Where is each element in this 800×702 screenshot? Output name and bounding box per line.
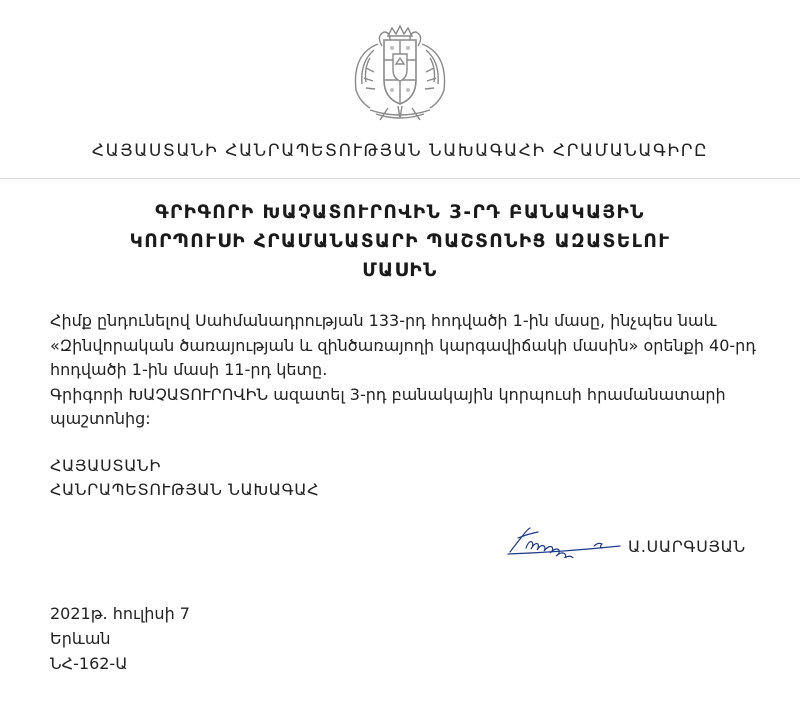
signatory-line: ՀԱՆՐԱՊԵՏՈՒԹՅԱՆ ՆԱԽԱԳԱՀ: [50, 480, 320, 499]
body-line: Գրիգորի ԽԱՉԱՏՈՒՐՈՎԻՆ ազատել 3-րդ բանակային կորպուսի հրամանատարի: [50, 384, 726, 404]
decree-title-line: ԿՈՐՊՈՒՍԻ ՀՐԱՄԱՆԱՏԱՐԻ ՊԱՇՏՈՆԻՑ ԱԶԱՏԵԼՈՒ: [129, 231, 671, 252]
decree-title: [60, 198, 740, 285]
document-header-title: ՀԱՅԱՍՏԱՆԻ ՀԱՆՐԱՊԵՏՈՒԹՅԱՆ ՆԱԽԱԳԱՀԻ ՀՐԱՄԱՆԱԳԻՐԸ: [91, 141, 709, 161]
body-line: պաշտոնից:: [50, 409, 151, 429]
body-line: հոդվածի 1-ին մասի 11-րդ կետը.: [50, 360, 328, 380]
body-line: «Զինվորական ծառայության և զինծառայողի կարգավիճակի մասին» օրենքի 40-րդ: [50, 335, 756, 355]
document-footer: [50, 601, 190, 676]
decree-title-line: ՄԱՍԻՆ: [362, 260, 438, 281]
header-divider: [0, 178, 800, 179]
signer-name: Ա.ՍԱՐԳՍՅԱՆ: [628, 537, 746, 556]
signatory-line: ՀԱՅԱՍՏԱՆԻ: [50, 456, 161, 475]
signatory-title: [50, 454, 319, 502]
decree-title-line: ԳՐԻԳՈՐԻ ԽԱՉԱՏՈՒՐՈՎԻՆ 3-ՐԴ ԲԱՆԱԿԱՅԻՆ: [155, 202, 645, 223]
coat-of-arms-icon: [348, 24, 452, 124]
decree-date: 2021թ. հուլիսի 7: [50, 604, 190, 623]
decree-body: [50, 309, 760, 432]
body-line: Հիմք ընդունելով Սահմանադրության 133-րդ հոդվածի 1-ին մասը, ինչպես նաև: [50, 311, 717, 330]
decree-city: Երևան: [50, 629, 111, 648]
signature-icon: [506, 524, 624, 558]
decree-number: ՆՀ-162-Ա: [50, 654, 128, 673]
